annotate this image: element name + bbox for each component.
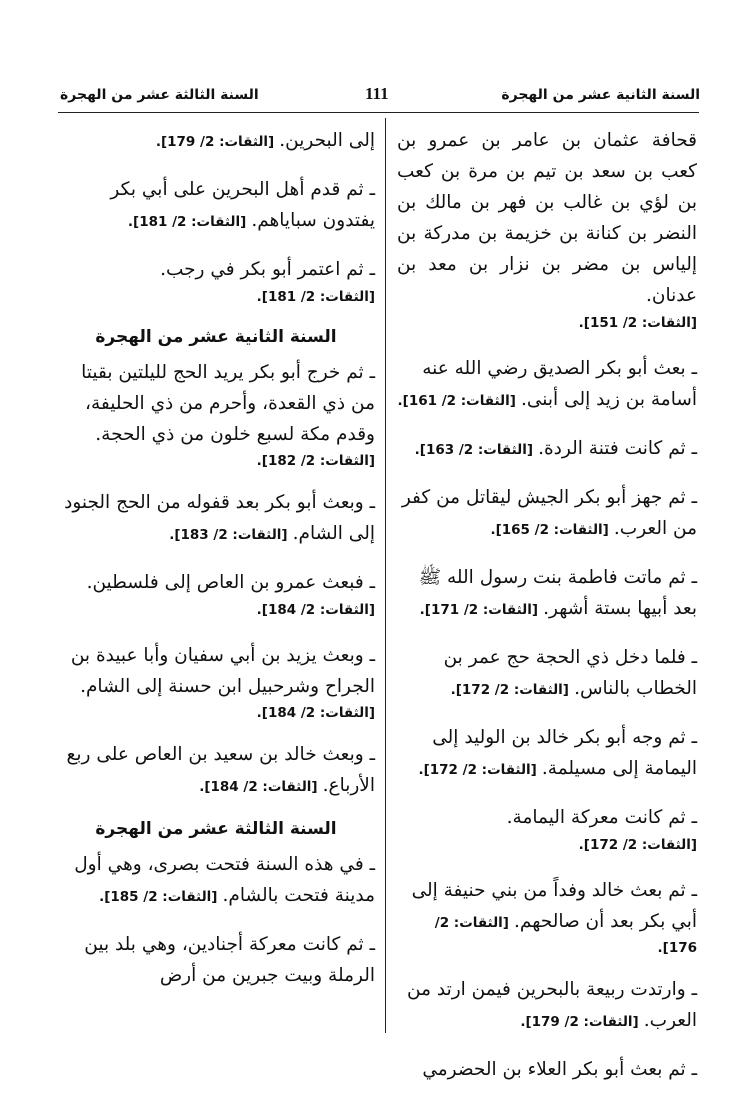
citation: [الثقات: 2/ 184]. [199, 779, 318, 795]
list-item [397, 562, 697, 624]
list-item [397, 802, 697, 857]
citation: [الثقات: 2/ 163]. [414, 442, 534, 458]
citation: [الثقات: 2/ 172]. [418, 762, 537, 778]
list-item [57, 739, 375, 801]
list-item [397, 482, 697, 544]
paragraph-text: ـ في هذه السنة فتحت بصرى، وهي أول مدينة فتحت بالشام. [74, 854, 375, 906]
paragraph-text: ـ ثم كانت معركة اليمامة. [506, 807, 697, 828]
list-item [397, 1054, 697, 1085]
paragraph-text: ـ ثم بعث خالد وفداً من بني حنيفة إلى أبي بكر بعد أن صالحهم. [411, 880, 697, 932]
list-item [397, 433, 697, 464]
paragraph-text: ـ ثم كانت فتنة الردة. [538, 438, 697, 459]
citation: [الثقات: 2/ 172]. [450, 682, 569, 698]
right-column [397, 125, 697, 1103]
left-column [57, 125, 375, 1009]
paragraph-text: ـ فلما دخل ذي الحجة حج عمر بن الخطاب بالناس. [443, 647, 697, 699]
paragraph-text: إلى البحرين. [279, 130, 375, 151]
paragraph-text: ـ ثم كانت معركة أجنادين، وهي بلد بين الرملة وبيت جبرين من أرض [84, 934, 375, 986]
citation: [الثقات: 2/ 185]. [99, 889, 218, 905]
continuation-paragraph [57, 125, 375, 156]
paragraph-text: ـ بعث أبو بكر الصديق رضي الله عنه أسامة بن زيد إلى أبنى. [422, 358, 697, 410]
list-item [57, 640, 375, 721]
citation: [الثقات: 2/ 184]. [256, 705, 375, 721]
citation: [الثقات: 2/ 182]. [256, 453, 375, 469]
paragraph-text: ـ وبعث يزيد بن أبي سفيان وأبا عبيدة بن الجراح وشرحبيل ابن حسنة إلى الشام. [70, 645, 375, 697]
paragraph-text: ـ وبعث أبو بكر بعد قفوله من الحج الجنود إلى الشام. [64, 492, 375, 544]
list-item [57, 849, 375, 911]
citation: [الثقات: 2/ 183]. [169, 527, 288, 543]
intro-paragraph [397, 125, 697, 335]
running-header-left: السنة الثالثة عشر من الهجرة [60, 87, 259, 103]
citation: [الثقات: 2/ 181]. [256, 289, 375, 305]
section-heading: السنة الثالثة عشر من الهجرة [95, 819, 337, 839]
list-item [57, 357, 375, 469]
list-item [57, 174, 375, 236]
citation: [الثقات: 2/ 171]. [419, 602, 539, 618]
list-item [397, 642, 697, 704]
paragraph-text: ـ ثم جهز أبو بكر الجيش ليقاتل من كفر من العرب. [401, 487, 697, 539]
paragraph-text: ـ ثم ماتت فاطمة بنت رسول الله ﷺ بعد أبيها بستة أشهر. [418, 567, 697, 619]
paragraph-text: ـ وبعث خالد بن سعيد بن العاص على ربع الأرباع. [66, 744, 375, 796]
paragraph-text: ـ ثم بعث أبو بكر العلاء بن الحضرمي [422, 1059, 697, 1080]
list-item [57, 929, 375, 991]
list-item [57, 254, 375, 309]
list-item [397, 353, 697, 415]
paragraph-text: ـ ثم وجه أبو بكر خالد بن الوليد إلى اليمامة إلى مسيلمة. [432, 727, 697, 779]
citation: [الثقات: 2/ 179]. [155, 134, 275, 150]
list-item [397, 722, 697, 784]
paragraph-text: ـ ثم قدم أهل البحرين على أبي بكر يفتدون سباياهم. [110, 179, 375, 231]
citation: [الثقات: 2/ 165]. [490, 522, 609, 538]
list-item [397, 974, 697, 1036]
citation: [الثقات: 2/ 181]. [127, 214, 247, 230]
list-item [57, 487, 375, 549]
citation: [الثقات: 2/ 184]. [256, 602, 375, 618]
section-heading: السنة الثانية عشر من الهجرة [95, 327, 337, 347]
column-divider [385, 118, 386, 1033]
running-header-right: السنة الثانية عشر من الهجرة [501, 87, 700, 103]
paragraph-text: ـ ثم اعتمر أبو بكر في رجب. [160, 259, 375, 280]
citation: [الثقات: 2/ 179]. [520, 1014, 639, 1030]
header-rule [58, 112, 699, 113]
paragraph-text: قحافة عثمان بن عامر بن عمرو بن كعب بن سعد بن تيم بن مرة بن كعب بن لؤي بن غالب بن فهر بن مالك بن النضر بن كنانة بن خزيمة بن مدركة بن إلياس بن مضر بن نزار بن معد بن عدنان. [397, 130, 697, 306]
paragraph-text: ـ فبعث عمرو بن العاص إلى فلسطين. [86, 572, 375, 593]
citation: [الثقات: 2/ 161]. [397, 393, 516, 409]
citation: [الثقات: 2/ 172]. [578, 837, 697, 853]
list-item [57, 567, 375, 622]
page-number: 111 [365, 84, 389, 103]
list-item [397, 875, 697, 956]
citation: [الثقات: 2/ 176]. [434, 915, 697, 956]
paragraph-text: ـ وارتدت ربيعة بالبحرين فيمن ارتد من العرب. [406, 979, 697, 1031]
paragraph-text: ـ ثم خرج أبو بكر يريد الحج لليلتين بقيتا من ذي القعدة، وأحرم من ذي الحليفة، وقدم مكة لسبع خلون من ذي الحجة. [81, 362, 375, 445]
citation: [الثقات: 2/ 151]. [578, 315, 697, 331]
